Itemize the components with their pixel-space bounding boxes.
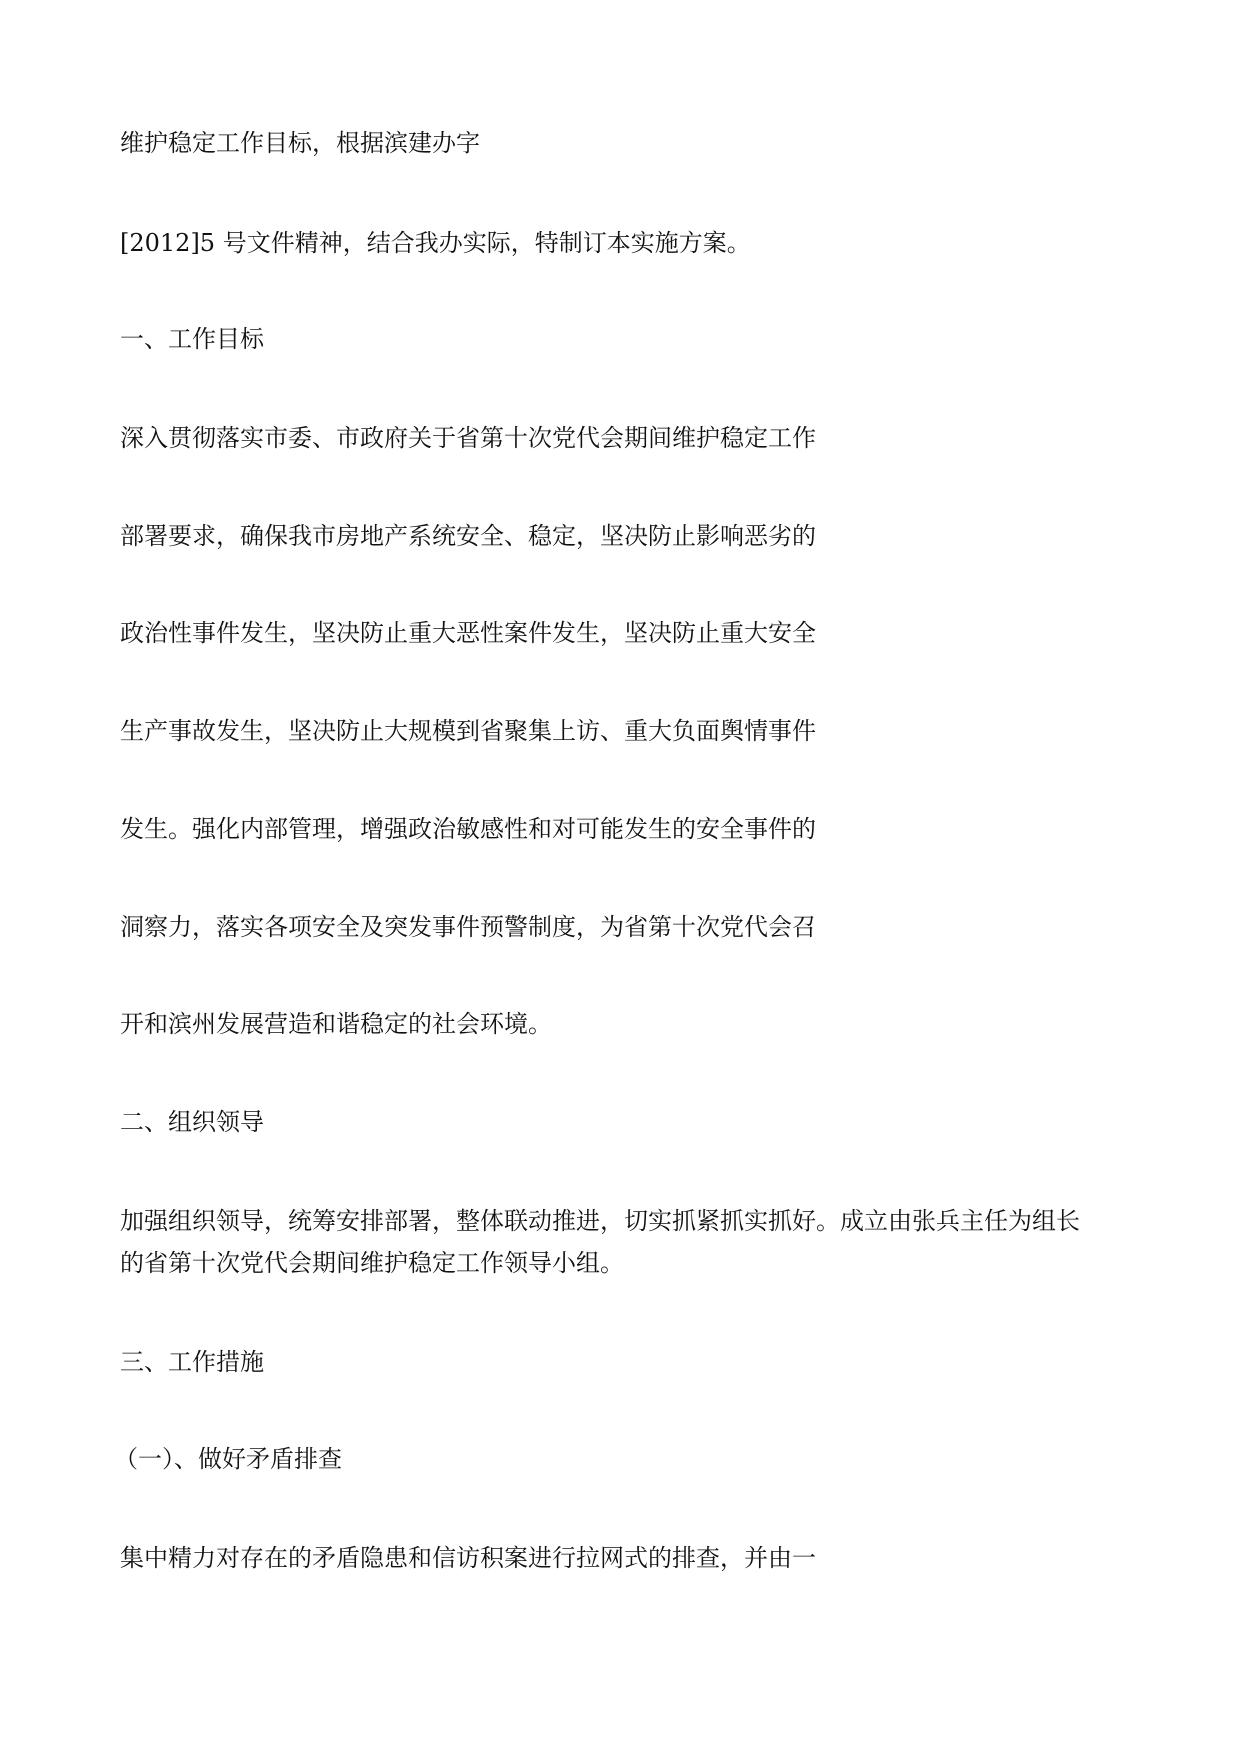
paragraph-line: 的省第十次党代会期间维护稳定工作领导小组。 (120, 1249, 624, 1277)
paragraph-line: 部署要求，确保我市房地产系统安全、稳定，坚决防止影响恶劣的 (120, 522, 816, 550)
paragraph-line: 加强组织领导，统筹安排部署，整体联动推进，切实抓紧抓实抓好。成立由张兵主任为组长 (120, 1207, 1080, 1235)
paragraph-line: 集中精力对存在的矛盾隐患和信访积案进行拉网式的排查，并由一 (120, 1544, 816, 1572)
section-heading-measures: 三、工作措施 (120, 1348, 264, 1376)
paragraph-line: 维护稳定工作目标，根据滨建办字 (120, 129, 480, 157)
paragraph-line: 洞察力，落实各项安全及突发事件预警制度，为省第十次党代会召 (120, 913, 816, 941)
paragraph-line: 开和滨州发展营造和谐稳定的社会环境。 (120, 1010, 552, 1038)
paragraph-line: 生产事故发生，坚决防止大规模到省聚集上访、重大负面舆情事件 (120, 717, 816, 745)
paragraph-line: [2012]5 号文件精神，结合我办实际，特制订本实施方案。 (120, 229, 751, 257)
paragraph-line: 发生。强化内部管理，增强政治敏感性和对可能发生的安全事件的 (120, 815, 816, 843)
paragraph-line: 深入贯彻落实市委、市政府关于省第十次党代会期间维护稳定工作 (120, 424, 816, 452)
section-heading-work-goal: 一、工作目标 (120, 325, 264, 353)
subsection-heading: （一）、做好矛盾排查 (114, 1445, 342, 1473)
section-heading-organization: 二、组织领导 (120, 1108, 264, 1136)
paragraph-line: 政治性事件发生，坚决防止重大恶性案件发生，坚决防止重大安全 (120, 619, 816, 647)
